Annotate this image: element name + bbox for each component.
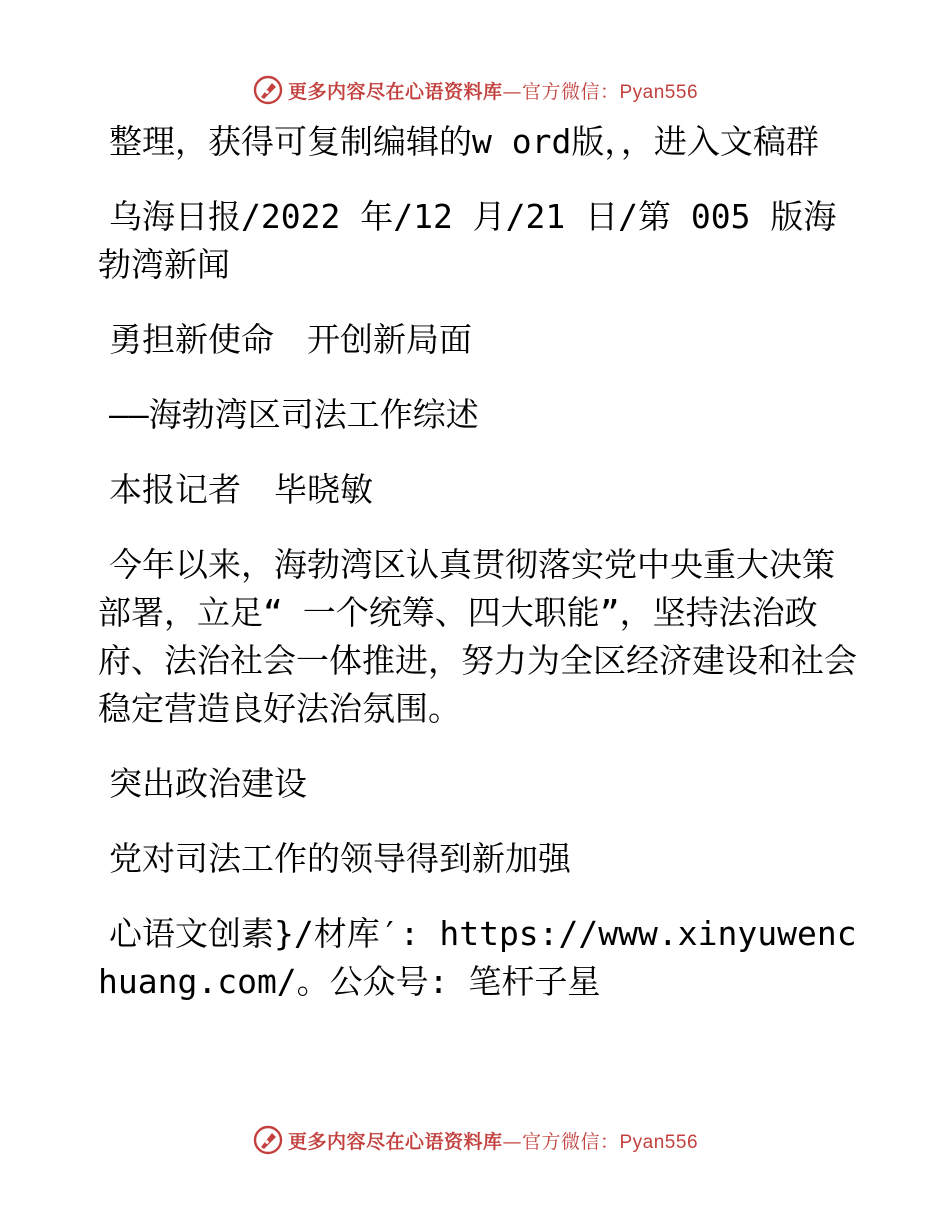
watermark-text [288, 77, 698, 104]
watermark-separator: — [502, 1130, 522, 1153]
watermark-official-label: 官方微信： [521, 1130, 620, 1153]
watermark-brand: 更多内容尽在心语资料库 [287, 1130, 503, 1153]
document-body [98, 118, 858, 1033]
watermark-banner-top [0, 70, 950, 110]
watermark-banner-bottom [0, 1120, 950, 1160]
watermark-text [288, 1127, 698, 1154]
paragraph-notice: 整理，获得可复制编辑的w ord版，，进入文稿群 [109, 122, 819, 161]
watermark-wechat-id: Pyan556 [619, 1131, 699, 1153]
watermark-wechat-id: Pyan556 [619, 81, 699, 103]
pen-nib-circle-icon [252, 1124, 284, 1156]
paragraph-headline: 勇担新使命 开创新局面 [109, 320, 472, 359]
watermark-official-label: 官方微信： [521, 80, 620, 103]
watermark-brand: 更多内容尽在心语资料库 [287, 80, 503, 103]
pen-nib-circle-icon [252, 74, 284, 106]
paragraph-source: 乌海日报/2022 年/12 月/21 日/第 005 版海勃湾新闻 [98, 197, 837, 284]
paragraph-intro: 今年以来，海勃湾区认真贯彻落实党中央重大决策部署，立足“ 一个统筹、四大职能”，坚持法治政府、法治社会一体推进，努力为全区经济建设和社会稳定营造良好法治氛围。 [98, 545, 857, 728]
paragraph-source-link: 心语文创素}/材库′: https://www.xinyuwenchuang.com/。公众号: 笔杆子星 [98, 914, 857, 1001]
paragraph-section-title: 突出政治建设 [109, 764, 307, 803]
paragraph-subheadline: ——海勃湾区司法工作综述 [109, 395, 479, 434]
watermark-separator: — [502, 80, 522, 103]
paragraph-section-subtitle: 党对司法工作的领导得到新加强 [109, 839, 571, 878]
paragraph-byline: 本报记者 毕晓敏 [109, 470, 373, 509]
